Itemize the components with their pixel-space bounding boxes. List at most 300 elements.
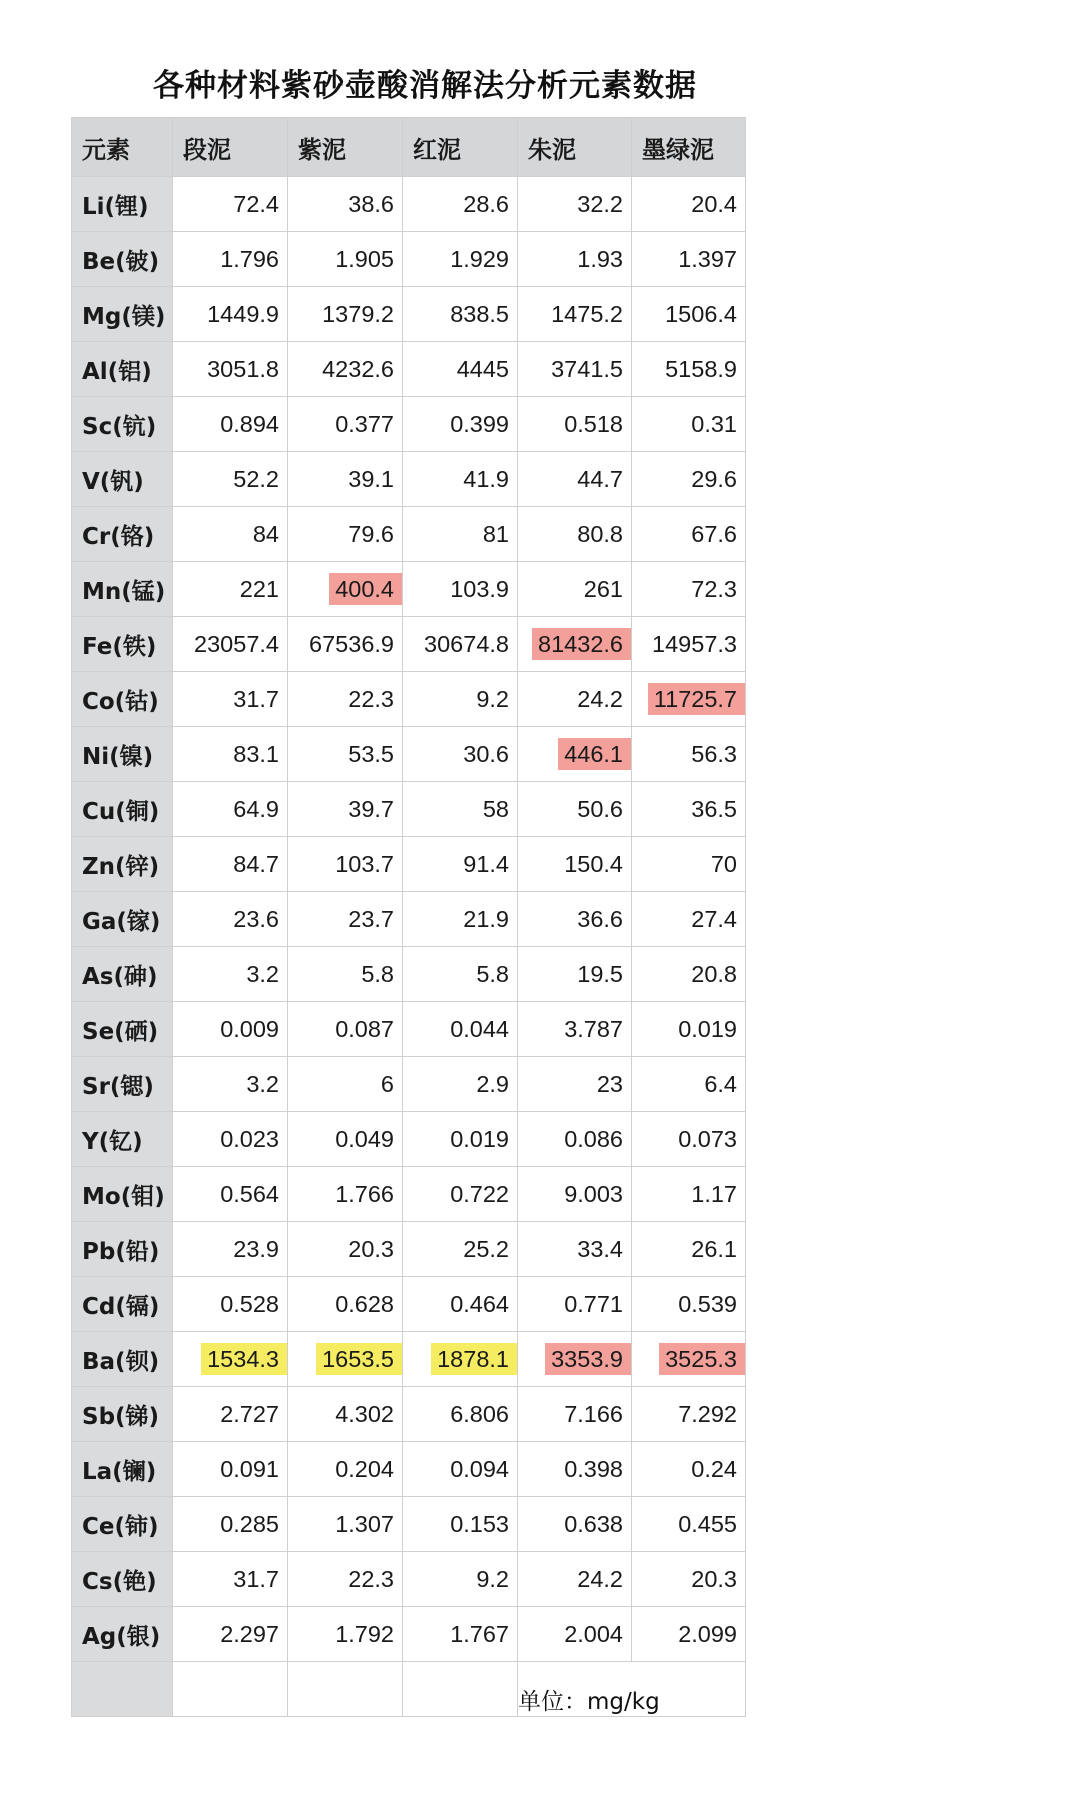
cell-value: 1.397 — [678, 246, 737, 272]
value-cell — [173, 1002, 288, 1057]
value-cell — [403, 342, 518, 397]
element-label: Zn(锌) — [72, 837, 173, 892]
cell-value: 0.771 — [564, 1291, 623, 1317]
cell-value: 3.2 — [246, 1071, 279, 1097]
cell-value: 6.806 — [450, 1401, 509, 1427]
value-cell — [518, 1442, 632, 1497]
cell-value: 80.8 — [577, 521, 623, 547]
value-cell — [632, 892, 746, 947]
value-cell — [632, 177, 746, 232]
cell-value: 1379.2 — [322, 301, 394, 327]
cell-value: 1506.4 — [665, 301, 737, 327]
header-element: 元素 — [72, 118, 173, 177]
value-cell — [173, 507, 288, 562]
footer-empty-cell — [173, 1662, 288, 1717]
element-label: As(砷) — [72, 947, 173, 1002]
value-cell — [288, 1222, 403, 1277]
cell-value: 0.091 — [220, 1456, 279, 1482]
cell-value: 1878.1 — [431, 1343, 517, 1375]
value-cell — [288, 287, 403, 342]
value-cell — [173, 232, 288, 287]
value-cell — [173, 947, 288, 1002]
cell-value: 50.6 — [577, 796, 623, 822]
cell-value: 0.894 — [220, 411, 279, 437]
page-title: 各种材料紫砂壶酸消解法分析元素数据 — [153, 68, 697, 104]
cell-value: 24.2 — [577, 1566, 623, 1592]
value-cell — [632, 1497, 746, 1552]
cell-value: 29.6 — [691, 466, 737, 492]
cell-value: 7.166 — [564, 1401, 623, 1427]
cell-value: 20.3 — [348, 1236, 394, 1262]
value-cell — [288, 232, 403, 287]
cell-value: 1.796 — [220, 246, 279, 272]
table-row — [72, 1167, 746, 1222]
value-cell — [632, 1222, 746, 1277]
value-cell — [403, 1002, 518, 1057]
cell-value: 58 — [482, 796, 509, 822]
cell-value: 2.297 — [220, 1621, 279, 1647]
cell-value: 36.6 — [577, 906, 623, 932]
element-label: Cd(镉) — [72, 1277, 173, 1332]
cell-value: 67536.9 — [309, 631, 394, 657]
cell-value: 1449.9 — [207, 301, 279, 327]
table-row — [72, 232, 746, 287]
value-cell — [403, 837, 518, 892]
element-label: V(钒) — [72, 452, 173, 507]
value-cell — [173, 1552, 288, 1607]
value-cell — [632, 342, 746, 397]
value-cell — [403, 1112, 518, 1167]
value-cell — [403, 507, 518, 562]
cell-value: 53.5 — [348, 741, 394, 767]
value-cell — [288, 507, 403, 562]
value-cell — [518, 837, 632, 892]
value-cell — [518, 1387, 632, 1442]
value-cell — [288, 947, 403, 1002]
cell-value: 5158.9 — [665, 356, 737, 382]
cell-value: 0.399 — [450, 411, 509, 437]
table-row — [72, 177, 746, 232]
table-row — [72, 782, 746, 837]
value-cell — [173, 1607, 288, 1662]
header-zini: 紫泥 — [288, 118, 403, 177]
table-body — [72, 177, 746, 1662]
cell-value: 0.044 — [450, 1016, 509, 1042]
cell-value: 81432.6 — [532, 628, 631, 660]
value-cell — [403, 1332, 518, 1387]
footer-empty-cell — [72, 1662, 173, 1717]
cell-value: 446.1 — [558, 738, 631, 770]
value-cell — [403, 287, 518, 342]
value-cell — [403, 727, 518, 782]
value-cell — [518, 1607, 632, 1662]
value-cell — [173, 617, 288, 672]
element-label: Se(硒) — [72, 1002, 173, 1057]
value-cell — [518, 1277, 632, 1332]
value-cell — [518, 177, 632, 232]
value-cell — [403, 562, 518, 617]
table-row — [72, 1002, 746, 1057]
table-row — [72, 1552, 746, 1607]
cell-value: 0.638 — [564, 1511, 623, 1537]
cell-value: 30.6 — [463, 741, 509, 767]
cell-value: 2.004 — [564, 1621, 623, 1647]
value-cell — [518, 507, 632, 562]
cell-value: 2.099 — [678, 1621, 737, 1647]
footer-empty-cell — [403, 1662, 518, 1717]
element-label: Be(铍) — [72, 232, 173, 287]
value-cell — [173, 452, 288, 507]
element-label: Pb(铅) — [72, 1222, 173, 1277]
table-row — [72, 892, 746, 947]
cell-value: 3051.8 — [207, 356, 279, 382]
unit-note-cell — [518, 1662, 746, 1717]
element-label: Y(钇) — [72, 1112, 173, 1167]
element-label: Mo(钼) — [72, 1167, 173, 1222]
cell-value: 22.3 — [348, 1566, 394, 1592]
cell-value: 1.905 — [335, 246, 394, 272]
value-cell — [632, 947, 746, 1002]
value-cell — [288, 617, 403, 672]
cell-value: 31.7 — [233, 1566, 279, 1592]
cell-value: 1.766 — [335, 1181, 394, 1207]
cell-value: 0.377 — [335, 411, 394, 437]
value-cell — [288, 177, 403, 232]
cell-value: 0.528 — [220, 1291, 279, 1317]
value-cell — [518, 232, 632, 287]
cell-value: 0.722 — [450, 1181, 509, 1207]
cell-value: 23.6 — [233, 906, 279, 932]
value-cell — [518, 727, 632, 782]
cell-value: 23 — [596, 1071, 623, 1097]
value-cell — [632, 1002, 746, 1057]
table-row — [72, 1387, 746, 1442]
element-label: Cs(铯) — [72, 1552, 173, 1607]
cell-value: 1.17 — [691, 1181, 737, 1207]
cell-value: 38.6 — [348, 191, 394, 217]
cell-value: 221 — [239, 576, 279, 602]
cell-value: 2.727 — [220, 1401, 279, 1427]
cell-value: 36.5 — [691, 796, 737, 822]
value-cell — [288, 452, 403, 507]
cell-value: 0.153 — [450, 1511, 509, 1537]
element-label: Co(钴) — [72, 672, 173, 727]
cell-value: 1475.2 — [551, 301, 623, 327]
value-cell — [632, 1442, 746, 1497]
cell-value: 23057.4 — [194, 631, 279, 657]
element-label: Sb(锑) — [72, 1387, 173, 1442]
cell-value: 0.049 — [335, 1126, 394, 1152]
element-data-table — [71, 117, 746, 1717]
cell-value: 400.4 — [329, 573, 402, 605]
element-label: Ba(钡) — [72, 1332, 173, 1387]
value-cell — [403, 1277, 518, 1332]
cell-value: 1.929 — [450, 246, 509, 272]
value-cell — [518, 342, 632, 397]
element-label: Sr(锶) — [72, 1057, 173, 1112]
value-cell — [632, 232, 746, 287]
cell-value: 11725.7 — [648, 683, 745, 715]
cell-value: 22.3 — [348, 686, 394, 712]
cell-value: 1.307 — [335, 1511, 394, 1537]
table-footer-row — [72, 1662, 746, 1717]
table-row — [72, 727, 746, 782]
element-label: Cu(铜) — [72, 782, 173, 837]
table-row — [72, 507, 746, 562]
element-label: Fe(铁) — [72, 617, 173, 672]
value-cell — [632, 1112, 746, 1167]
cell-value: 9.003 — [564, 1181, 623, 1207]
header-hongni: 红泥 — [403, 118, 518, 177]
value-cell — [518, 1112, 632, 1167]
value-cell — [403, 397, 518, 452]
value-cell — [173, 1497, 288, 1552]
cell-value: 1534.3 — [201, 1343, 287, 1375]
value-cell — [632, 562, 746, 617]
value-cell — [403, 1497, 518, 1552]
value-cell — [173, 1222, 288, 1277]
value-cell — [173, 1332, 288, 1387]
cell-value: 103.7 — [335, 851, 394, 877]
value-cell — [632, 1332, 746, 1387]
cell-value: 0.009 — [220, 1016, 279, 1042]
value-cell — [173, 177, 288, 232]
value-cell — [518, 1552, 632, 1607]
value-cell — [632, 1057, 746, 1112]
element-label: Sc(钪) — [72, 397, 173, 452]
value-cell — [173, 562, 288, 617]
table-row — [72, 672, 746, 727]
value-cell — [173, 1112, 288, 1167]
cell-value: 91.4 — [463, 851, 509, 877]
cell-value: 3.787 — [564, 1016, 623, 1042]
cell-value: 0.023 — [220, 1126, 279, 1152]
cell-value: 3353.9 — [545, 1343, 631, 1375]
cell-value: 44.7 — [577, 466, 623, 492]
cell-value: 52.2 — [233, 466, 279, 492]
cell-value: 838.5 — [450, 301, 509, 327]
cell-value: 0.073 — [678, 1126, 737, 1152]
value-cell — [518, 287, 632, 342]
value-cell — [403, 1552, 518, 1607]
table-row — [72, 947, 746, 1002]
value-cell — [288, 1497, 403, 1552]
value-cell — [173, 342, 288, 397]
cell-value: 261 — [583, 576, 623, 602]
cell-value: 64.9 — [233, 796, 279, 822]
value-cell — [403, 452, 518, 507]
cell-value: 6.4 — [704, 1071, 737, 1097]
value-cell — [288, 1057, 403, 1112]
element-label: Ce(铈) — [72, 1497, 173, 1552]
value-cell — [632, 397, 746, 452]
cell-value: 84 — [252, 521, 279, 547]
cell-value: 0.398 — [564, 1456, 623, 1482]
value-cell — [518, 617, 632, 672]
value-cell — [403, 1167, 518, 1222]
cell-value: 4445 — [456, 356, 509, 382]
value-cell — [632, 1552, 746, 1607]
value-cell — [173, 892, 288, 947]
value-cell — [518, 782, 632, 837]
value-cell — [632, 617, 746, 672]
table-row — [72, 1112, 746, 1167]
cell-value: 0.204 — [335, 1456, 394, 1482]
value-cell — [173, 1442, 288, 1497]
value-cell — [173, 782, 288, 837]
cell-value: 28.6 — [463, 191, 509, 217]
element-label: Mn(锰) — [72, 562, 173, 617]
cell-value: 26.1 — [691, 1236, 737, 1262]
value-cell — [288, 892, 403, 947]
value-cell — [403, 1442, 518, 1497]
value-cell — [403, 947, 518, 1002]
value-cell — [403, 892, 518, 947]
value-cell — [403, 782, 518, 837]
cell-value: 41.9 — [463, 466, 509, 492]
value-cell — [518, 452, 632, 507]
cell-value: 0.564 — [220, 1181, 279, 1207]
value-cell — [403, 1222, 518, 1277]
cell-value: 1.792 — [335, 1621, 394, 1647]
element-label: Mg(镁) — [72, 287, 173, 342]
cell-value: 0.464 — [450, 1291, 509, 1317]
cell-value: 23.9 — [233, 1236, 279, 1262]
value-cell — [288, 672, 403, 727]
value-cell — [173, 837, 288, 892]
value-cell — [518, 1167, 632, 1222]
cell-value: 150.4 — [564, 851, 623, 877]
value-cell — [288, 1277, 403, 1332]
value-cell — [288, 782, 403, 837]
cell-value: 25.2 — [463, 1236, 509, 1262]
cell-value: 0.24 — [691, 1456, 737, 1482]
cell-value: 4.302 — [335, 1401, 394, 1427]
cell-value: 32.2 — [577, 191, 623, 217]
cell-value: 5.8 — [476, 961, 509, 987]
cell-value: 103.9 — [450, 576, 509, 602]
cell-value: 27.4 — [691, 906, 737, 932]
header-duanni: 段泥 — [173, 118, 288, 177]
value-cell — [403, 1057, 518, 1112]
cell-value: 24.2 — [577, 686, 623, 712]
element-label: Li(锂) — [72, 177, 173, 232]
cell-value: 84.7 — [233, 851, 279, 877]
element-label: La(镧) — [72, 1442, 173, 1497]
cell-value: 31.7 — [233, 686, 279, 712]
cell-value: 0.019 — [678, 1016, 737, 1042]
table-row — [72, 1222, 746, 1277]
value-cell — [288, 1332, 403, 1387]
value-cell — [632, 1387, 746, 1442]
value-cell — [518, 672, 632, 727]
value-cell — [173, 1277, 288, 1332]
value-cell — [288, 1607, 403, 1662]
cell-value: 14957.3 — [652, 631, 737, 657]
table-row — [72, 452, 746, 507]
cell-value: 2.9 — [476, 1071, 509, 1097]
value-cell — [632, 727, 746, 782]
value-cell — [632, 1277, 746, 1332]
value-cell — [403, 232, 518, 287]
value-cell — [403, 672, 518, 727]
header-molvni: 墨绿泥 — [632, 118, 746, 177]
value-cell — [632, 507, 746, 562]
value-cell — [288, 1387, 403, 1442]
header-zhuni: 朱泥 — [518, 118, 632, 177]
value-cell — [288, 1552, 403, 1607]
value-cell — [632, 837, 746, 892]
cell-value: 3525.3 — [659, 1343, 745, 1375]
value-cell — [632, 1607, 746, 1662]
value-cell — [518, 562, 632, 617]
cell-value: 0.086 — [564, 1126, 623, 1152]
cell-value: 0.31 — [691, 411, 737, 437]
table-row — [72, 837, 746, 892]
value-cell — [173, 1387, 288, 1442]
table-row — [72, 1442, 746, 1497]
element-label: Cr(铬) — [72, 507, 173, 562]
element-label: Ni(镍) — [72, 727, 173, 782]
table-row — [72, 562, 746, 617]
cell-value: 20.4 — [691, 191, 737, 217]
value-cell — [288, 1442, 403, 1497]
value-cell — [288, 342, 403, 397]
table-row — [72, 1497, 746, 1552]
cell-value: 4232.6 — [322, 356, 394, 382]
value-cell — [288, 562, 403, 617]
table-row — [72, 1332, 746, 1387]
cell-value: 20.8 — [691, 961, 737, 987]
cell-value: 72.4 — [233, 191, 279, 217]
table-row — [72, 397, 746, 452]
cell-value: 6 — [380, 1071, 394, 1097]
cell-value: 20.3 — [691, 1566, 737, 1592]
value-cell — [403, 177, 518, 232]
value-cell — [173, 1167, 288, 1222]
cell-value: 39.1 — [348, 466, 394, 492]
cell-value: 9.2 — [476, 1566, 509, 1592]
value-cell — [518, 1222, 632, 1277]
cell-value: 3741.5 — [551, 356, 623, 382]
table-row — [72, 287, 746, 342]
value-cell — [632, 1167, 746, 1222]
table-header-row — [72, 118, 746, 177]
cell-value: 7.292 — [678, 1401, 737, 1427]
value-cell — [288, 1167, 403, 1222]
value-cell — [173, 727, 288, 782]
table-row — [72, 1057, 746, 1112]
value-cell — [518, 1332, 632, 1387]
value-cell — [173, 287, 288, 342]
element-label: Ag(银) — [72, 1607, 173, 1662]
cell-value: 33.4 — [577, 1236, 623, 1262]
element-label: Al(铝) — [72, 342, 173, 397]
cell-value: 9.2 — [476, 686, 509, 712]
cell-value: 0.087 — [335, 1016, 394, 1042]
value-cell — [173, 672, 288, 727]
cell-value: 0.094 — [450, 1456, 509, 1482]
cell-value: 79.6 — [348, 521, 394, 547]
cell-value: 1653.5 — [316, 1343, 402, 1375]
cell-value: 83.1 — [233, 741, 279, 767]
cell-value: 81 — [482, 521, 509, 547]
value-cell — [288, 397, 403, 452]
cell-value: 3.2 — [246, 961, 279, 987]
value-cell — [632, 452, 746, 507]
cell-value: 0.518 — [564, 411, 623, 437]
value-cell — [173, 397, 288, 452]
